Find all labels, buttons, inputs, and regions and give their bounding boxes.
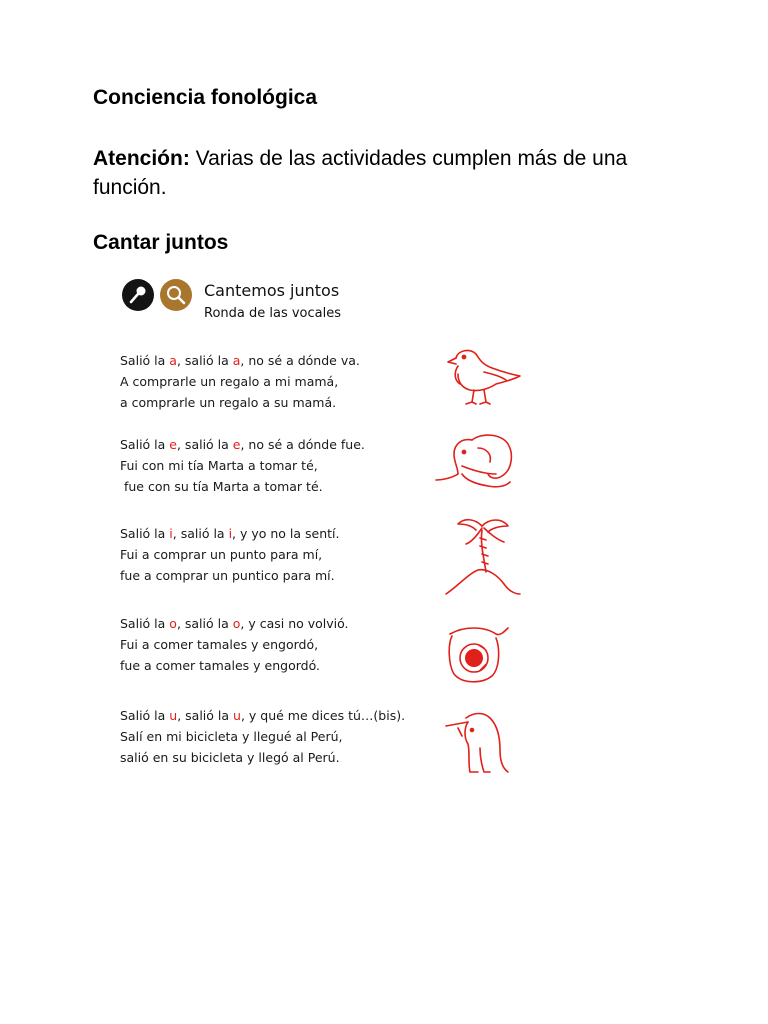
bird-icon (440, 344, 524, 408)
stanza-line: Salió la o, salió la o, y casi no volvió. (120, 616, 349, 631)
stanza-line: Fui a comprar un punto para mí, (120, 547, 323, 562)
vowel-highlight: a (232, 353, 241, 368)
stanza-line: Salió la i, salió la i, y yo no la sentí. (120, 526, 340, 541)
vowel-highlight: u (233, 708, 241, 723)
eye-icon (444, 620, 514, 686)
attention-label: Atención: (93, 147, 190, 170)
unicorn-icon (440, 708, 514, 778)
vowel-highlight: a (169, 353, 177, 368)
microphone-icon (122, 279, 154, 311)
stanza-a (120, 350, 360, 413)
stanza-line: Salió la a, salió la a, no sé a dónde va. (120, 353, 360, 368)
stanza-line: Salí en mi bicicleta y llegué al Perú, (120, 729, 343, 744)
attention-text: Varias de las actividades cumplen más de una función. (93, 147, 628, 199)
palm-tree-island-icon (444, 514, 522, 598)
attention-note (93, 144, 693, 202)
stanza-i (120, 523, 340, 586)
stanza-line: A comprarle un regalo a mi mamá, (120, 374, 339, 389)
card-title: Cantemos juntos (204, 281, 340, 300)
stanza-line: fue a comer tamales y engordó. (120, 658, 320, 673)
vowel-highlight: i (169, 526, 173, 541)
stanza-line: Salió la e, salió la e, no sé a dónde fue. (120, 437, 365, 452)
stanza-line: fue con su tía Marta a tomar té. (120, 479, 323, 494)
stanza-line: Fui a comer tamales y engordó, (120, 637, 319, 652)
elephant-icon (432, 430, 518, 496)
stanza-e (120, 434, 365, 497)
stanza-line: Fui con mi tía Marta a tomar té, (120, 458, 318, 473)
section-title: Cantar juntos (93, 231, 229, 254)
magnifier-icon (160, 279, 192, 311)
stanza-line: a comprarle un regalo a su mamá. (120, 395, 337, 410)
page-heading: Conciencia fonológica (93, 86, 318, 109)
stanza-o (120, 613, 349, 676)
vowel-highlight: u (169, 708, 178, 723)
vowel-highlight: o (169, 616, 177, 631)
card-subtitle: Ronda de las vocales (204, 306, 342, 321)
stanza-line: Salió la u, salió la u, y qué me dices tú…(bis). (120, 708, 406, 723)
stanza-line: salió en su bicicleta y llegó al Perú. (120, 750, 340, 765)
stanza-line: fue a comprar un puntico para mí. (120, 568, 335, 583)
vowel-highlight: e (232, 437, 241, 452)
vowel-highlight: i (228, 526, 233, 541)
vowel-highlight: o (232, 616, 241, 631)
vowel-highlight: e (169, 437, 177, 452)
stanza-u (120, 705, 405, 768)
